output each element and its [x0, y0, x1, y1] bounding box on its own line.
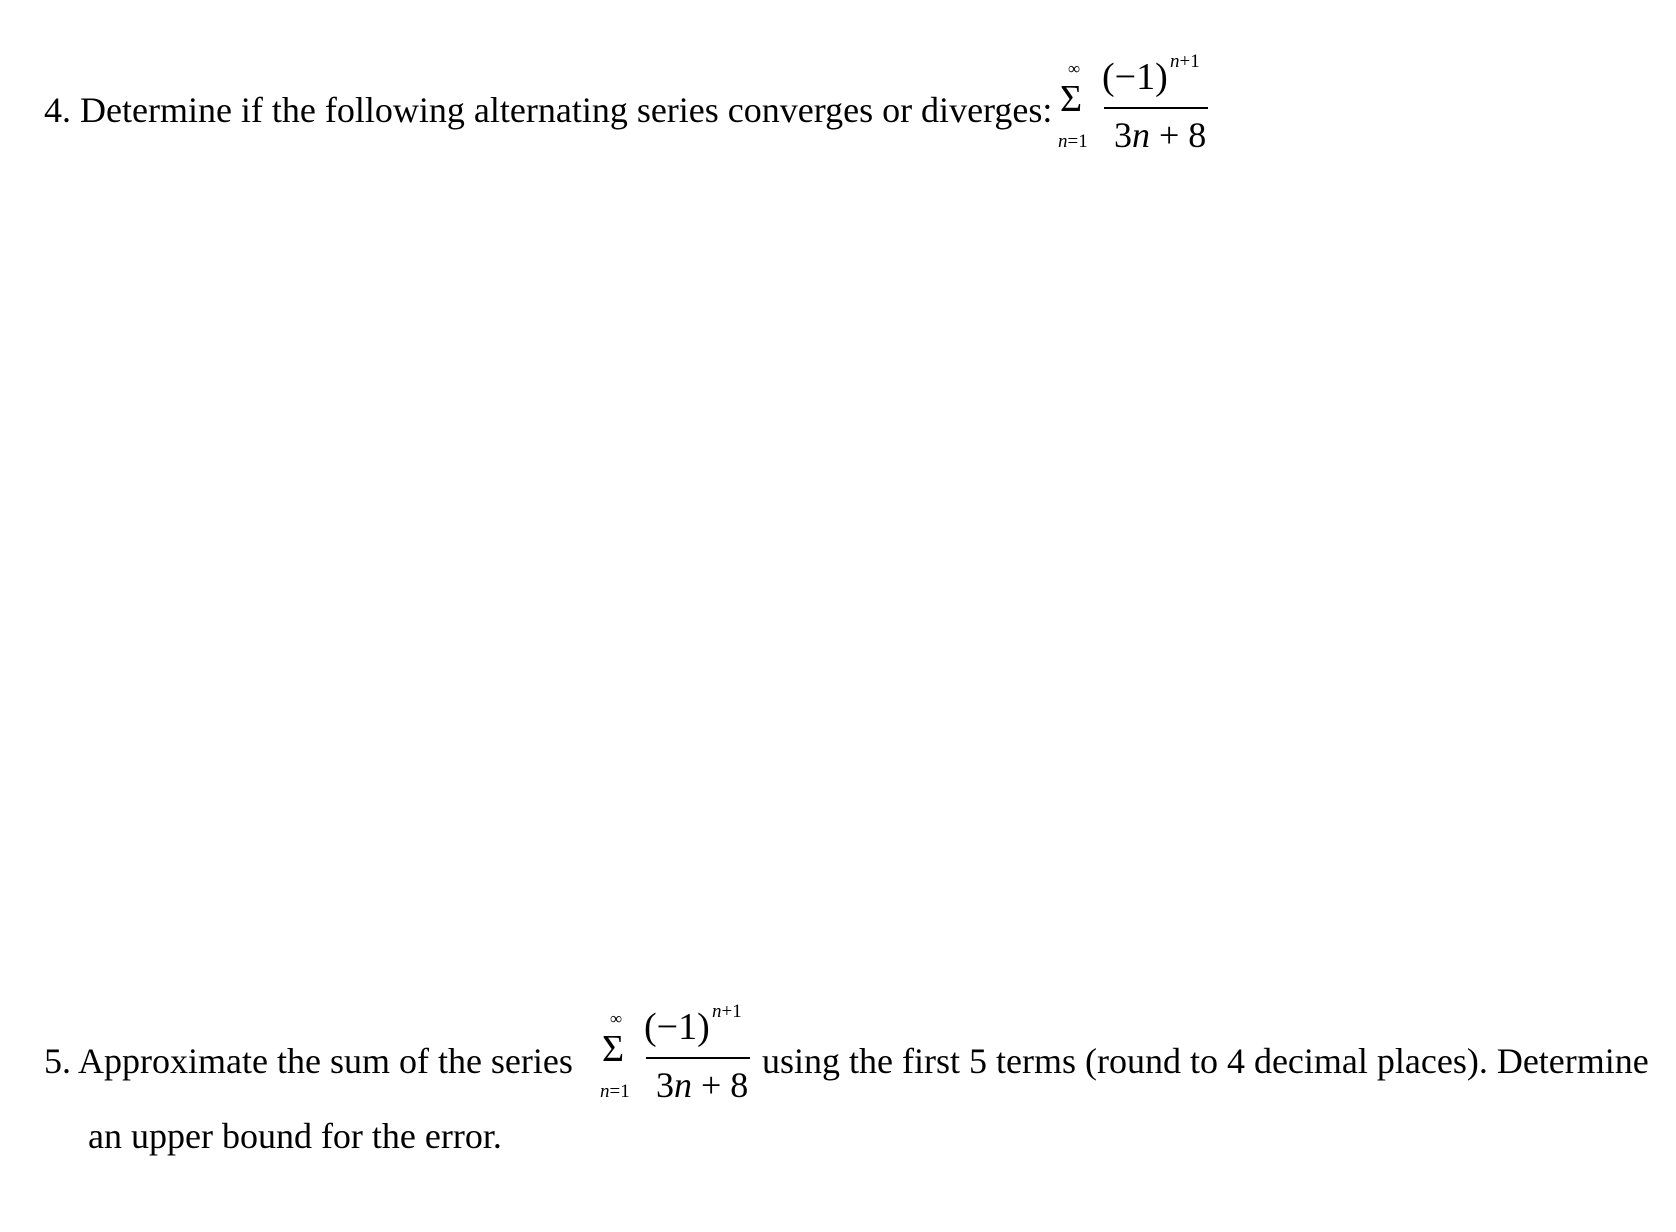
series-numerator: (−1)	[644, 1006, 710, 1048]
summation-sigma: Σ	[1060, 78, 1083, 120]
series-exponent: n+1	[1170, 51, 1200, 72]
series-lower-limit: n=1	[1058, 131, 1088, 152]
fraction-bar	[1104, 107, 1208, 109]
series-denominator: 3n + 8	[656, 1065, 749, 1105]
fraction-bar	[646, 1057, 750, 1059]
problem-5-text: 5. Approximate the sum of the series	[44, 1041, 573, 1081]
problem-4-text: 4. Determine if the following alternating series converges or diverges:	[44, 90, 1053, 130]
summation-sigma: Σ	[602, 1028, 625, 1070]
series-lower-limit: n=1	[600, 1081, 630, 1102]
series-exponent: n+1	[712, 1001, 742, 1022]
problem-4-series	[1058, 51, 1208, 168]
problem-5-text-continued: using the first 5 terms (round to 4 decimal places). Determine	[762, 1041, 1649, 1081]
problem-5-series	[600, 1001, 750, 1118]
series-numerator: (−1)	[1102, 56, 1168, 98]
series-upper-limit: ∞	[1068, 59, 1081, 78]
problem-5-text-line-2: an upper bound for the error.	[88, 1116, 502, 1156]
series-upper-limit: ∞	[610, 1009, 623, 1028]
series-denominator: 3n + 8	[1114, 115, 1207, 155]
